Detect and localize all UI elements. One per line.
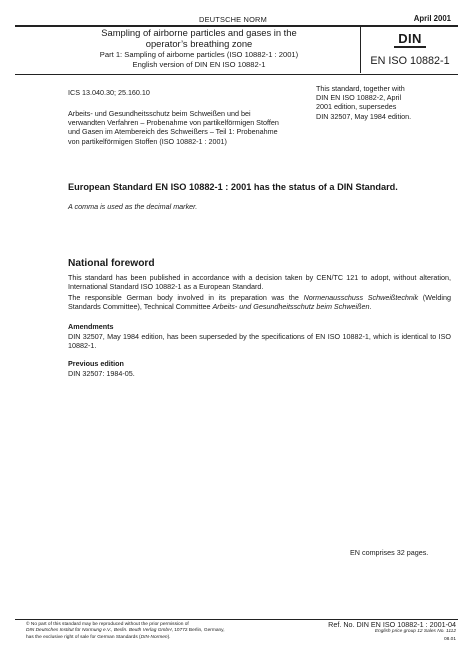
din-status-statement: European Standard EN ISO 10882-1 : 2001 has the status of a DIN Standard. [68, 182, 398, 192]
amendments-text: DIN 32507, May 1984 edition, has been superseded by the specifications of EN ISO 10882-1, which is identical to ISO 10882-1. [68, 332, 451, 351]
reference-number: Ref. No. DIN EN ISO 10882-1 : 2001-04 [328, 620, 456, 629]
price-group: English price group 12 Sales No. 1112 [374, 629, 456, 634]
committee-name: Normenausschuss Schweißtechnik [303, 293, 419, 302]
foreword-text: (Welding Standards Committee), Technical Committee [68, 293, 451, 312]
header-rule-bottom [15, 74, 458, 75]
copyright-address: , 10772 Berlin, Germany, [171, 628, 225, 634]
foreword-paragraph-2 [68, 293, 451, 311]
din-logo: DIN [394, 33, 426, 48]
german-title-line: und Gasen im Atembereich des Schweißers – Teil 1: Probenahme [68, 127, 278, 137]
copyright-notice [26, 622, 288, 641]
document-title [50, 27, 348, 69]
document-type: DEUTSCHE NORM [199, 15, 267, 24]
title-line-2: operator’s breathing zone [145, 38, 253, 50]
standard-number: EN ISO 10882-1 [370, 55, 450, 67]
copyright-line [26, 635, 288, 641]
previous-edition-heading: Previous edition [68, 359, 124, 368]
national-foreword-heading: National foreword [68, 258, 155, 269]
german-title [68, 109, 318, 146]
german-title-line: von partikelförmigen Stoffen (ISO 10882-1 : 2001) [68, 136, 227, 146]
publication-date: April 2001 [413, 14, 451, 23]
page-count: EN comprises 32 pages. [350, 548, 429, 557]
copyright-end: ). [167, 634, 171, 640]
foreword-text: The responsible German body involved in its preparation was the [68, 293, 304, 302]
title-part: Part 1: Sampling of airborne particles (ISO 10882-1 : 2001) [99, 50, 299, 60]
german-title-line: Arbeits- und Gesundheitsschutz beim Schweißen und bei [68, 109, 251, 118]
copyright-publisher: DIN Deutsches Institut für Normung e.V., Berlin. Beuth Verlag GmbH [26, 628, 172, 634]
amendments-heading: Amendments [68, 322, 114, 331]
copyright-din-normen: DIN-Normen [140, 634, 168, 640]
supersedes-line: 2001 edition, supersedes [316, 102, 397, 112]
ics-codes: ICS 13.040.30; 25.160.10 [68, 88, 150, 97]
foreword-paragraph-1: This standard has been published in accordance with a decision taken by CEN/TC 121 to adopt, without alteration, International Standard ISO 10882-1 as a European Standard. [68, 273, 451, 292]
supersedes-note [316, 84, 458, 121]
supersedes-line: DIN 32507, May 1984 edition. [316, 111, 412, 121]
print-code: 08.01 [443, 637, 456, 642]
title-line-1: Sampling of airborne particles and gases in the [101, 27, 297, 38]
supersedes-line: This standard, together with [316, 84, 405, 93]
previous-edition-text: DIN 32507: 1984-05. [68, 369, 135, 378]
german-title-line: verwandten Verfahren – Probenahme von partikelförmigen Stoffen [68, 118, 279, 128]
copyright-rights: has the exclusive right of sale for German Standards ( [26, 634, 141, 640]
supersedes-line: DIN EN ISO 10882-2, April [316, 93, 402, 103]
decimal-marker-note: A comma is used as the decimal marker. [68, 202, 198, 211]
technical-committee-name: Arbeits- und Gesundheitsschutz beim Schweißen [212, 302, 370, 312]
din-box [360, 27, 459, 73]
foreword-text: . [369, 302, 372, 312]
copyright-line: © No part of this standard may be reproduced without the prior permission of [26, 622, 189, 627]
title-version: English version of DIN EN ISO 10882-1 [132, 59, 266, 69]
